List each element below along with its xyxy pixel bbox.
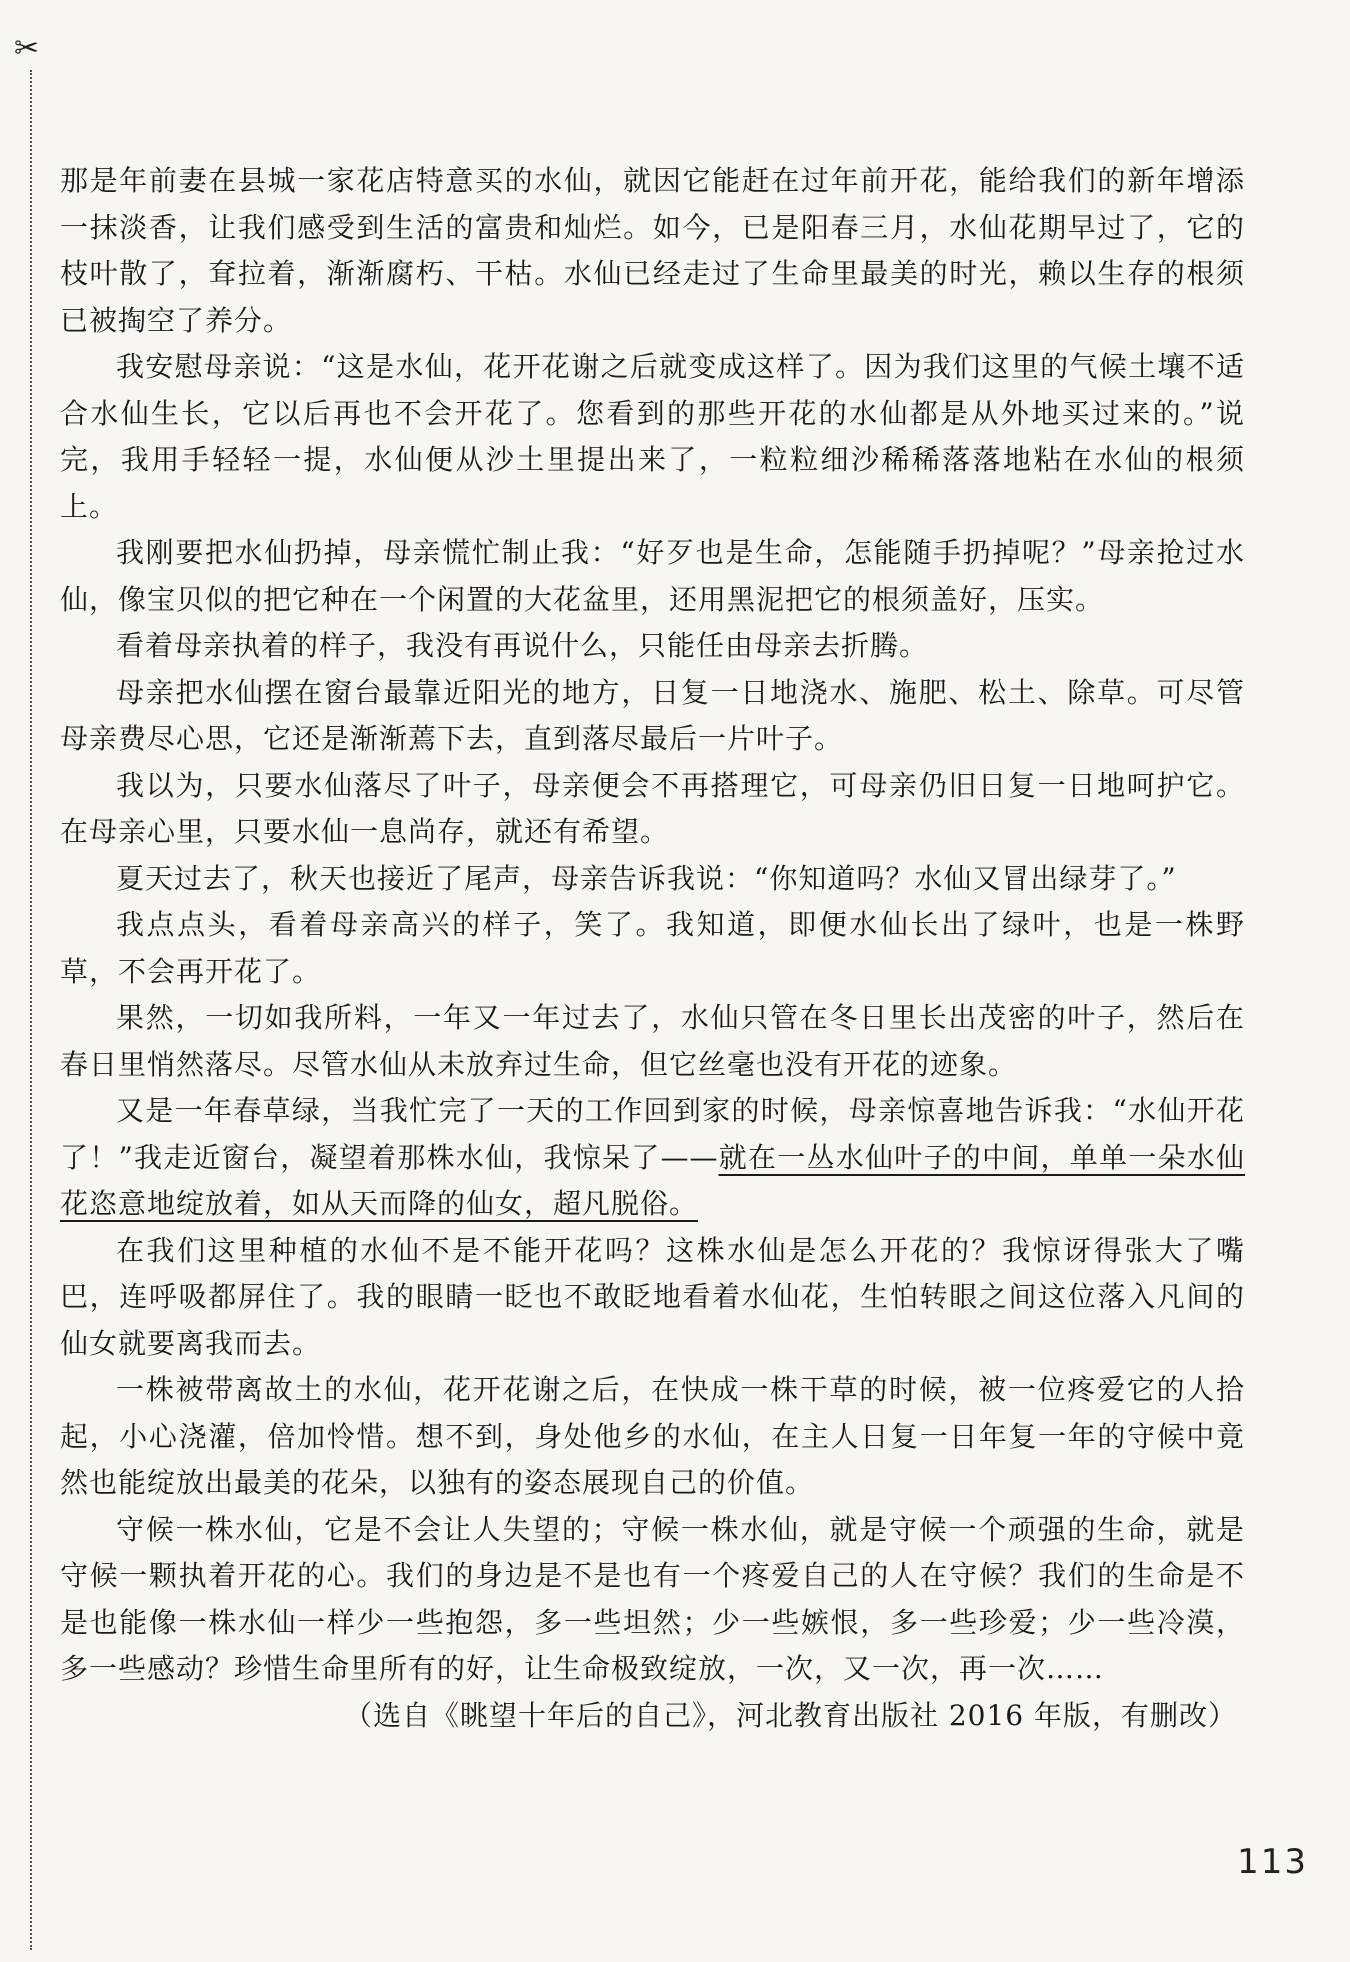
cut-line xyxy=(30,70,32,1950)
scissors-icon: ✂ xyxy=(14,31,40,66)
page-number: 113 xyxy=(1237,1842,1308,1882)
paragraph: 一株被带离故土的水仙，花开花谢之后，在快成一株干草的时候，被一位疼爱它的人拾起，小心浇灌，倍加怜惜。想不到，身处他乡的水仙，在主人日复一日年复一年的守候中竟然也能绽放出最美的花朵，以独有的姿态展现自己的价值。 xyxy=(60,1373,1245,1499)
paragraph: 母亲把水仙摆在窗台最靠近阳光的地方，日复一日地浇水、施肥、松土、除草。可尽管母亲费尽心思，它还是渐渐蔫下去，直到落尽最后一片叶子。 xyxy=(60,675,1245,755)
paragraph: 看着母亲执着的样子，我没有再说什么，只能任由母亲去折腾。 xyxy=(116,629,929,662)
source-citation: （选自《眺望十年后的自己》，河北教育出版社 2016 年版，有删改） xyxy=(343,1698,1237,1732)
paragraph: 守候一株水仙，它是不会让人失望的；守候一株水仙，就是守候一个顽强的生命，就是守候一颗执着开花的心。我们的身边是不是也有一个疼爱自己的人在守候？我们的生命是不是也能像一株水仙一样少一些抱怨，多一些坦然；少一些嫉恨，多一些珍爱；少一些冷漠，多一些感动？珍惜生命里所有的好，让生命极致绽放，一次，又一次，再一次…… xyxy=(60,1512,1245,1685)
paragraph xyxy=(60,1088,1245,1228)
paragraph: 夏天过去了，秋天也接近了尾声，母亲告诉我说：“你知道吗？水仙又冒出绿芽了。” xyxy=(116,861,1177,895)
underlined-sentence: 就在一丛水仙叶子的中间，单单一朵水仙花恣意地绽放着，如从天而降的仙女，超凡脱俗。 xyxy=(60,1140,1245,1220)
paragraph: 我点点头，看着母亲高兴的样子，笑了。我知道，即便水仙长出了绿叶，也是一株野草，不会再开花了。 xyxy=(60,908,1245,988)
paragraph: 我刚要把水仙扔掉，母亲慌忙制止我：“好歹也是生命，怎能随手扔掉呢？”母亲抢过水仙，像宝贝似的把它种在一个闲置的大花盆里，还用黑泥把它的根须盖好，压实。 xyxy=(60,536,1245,616)
paragraph: 那是年前妻在县城一家花店特意买的水仙，就因它能赶在过年前开花，能给我们的新年增添一抹淡香，让我们感受到生活的富贵和灿烂。如今，已是阳春三月，水仙花期早过了，它的枝叶散了，耷拉着，渐渐腐朽、干枯。水仙已经走过了生命里最美的时光，赖以生存的根须已被掏空了养分。 xyxy=(60,164,1245,337)
paragraph: 果然，一切如我所料，一年又一年过去了，水仙只管在冬日里长出茂密的叶子，然后在春日里悄然落尽。尽管水仙从未放弃过生命，但它丝毫也没有开花的迹象。 xyxy=(60,1001,1245,1081)
paragraph: 我以为，只要水仙落尽了叶子，母亲便会不再搭理它，可母亲仍旧日复一日地呵护它。在母亲心里，只要水仙一息尚存，就还有希望。 xyxy=(60,768,1245,848)
paragraph: 在我们这里种植的水仙不是不能开花吗？这株水仙是怎么开花的？我惊讶得张大了嘴巴，连呼吸都屏住了。我的眼睛一眨也不敢眨地看着水仙花，生怕转眼之间这位落入凡间的仙女就要离我而去。 xyxy=(60,1233,1245,1360)
paragraph: 我安慰母亲说：“这是水仙，花开花谢之后就变成这样了。因为我们这里的气候土壤不适合水仙生长，它以后再也不会开花了。您看到的那些开花的水仙都是从外地买过来的。”说完，我用手轻轻一提，水仙便从沙土里提出来了，一粒粒细沙稀稀落落地粘在水仙的根须上。 xyxy=(60,350,1245,523)
paragraph-text: 又是一年春草绿，当我忙完了一天的工作回到家的时候，母亲惊喜地告诉我：“水仙开花了！”我走近窗台，凝望着那株水仙，我惊呆了—— xyxy=(60,1094,1245,1174)
article-body xyxy=(60,158,1245,1739)
